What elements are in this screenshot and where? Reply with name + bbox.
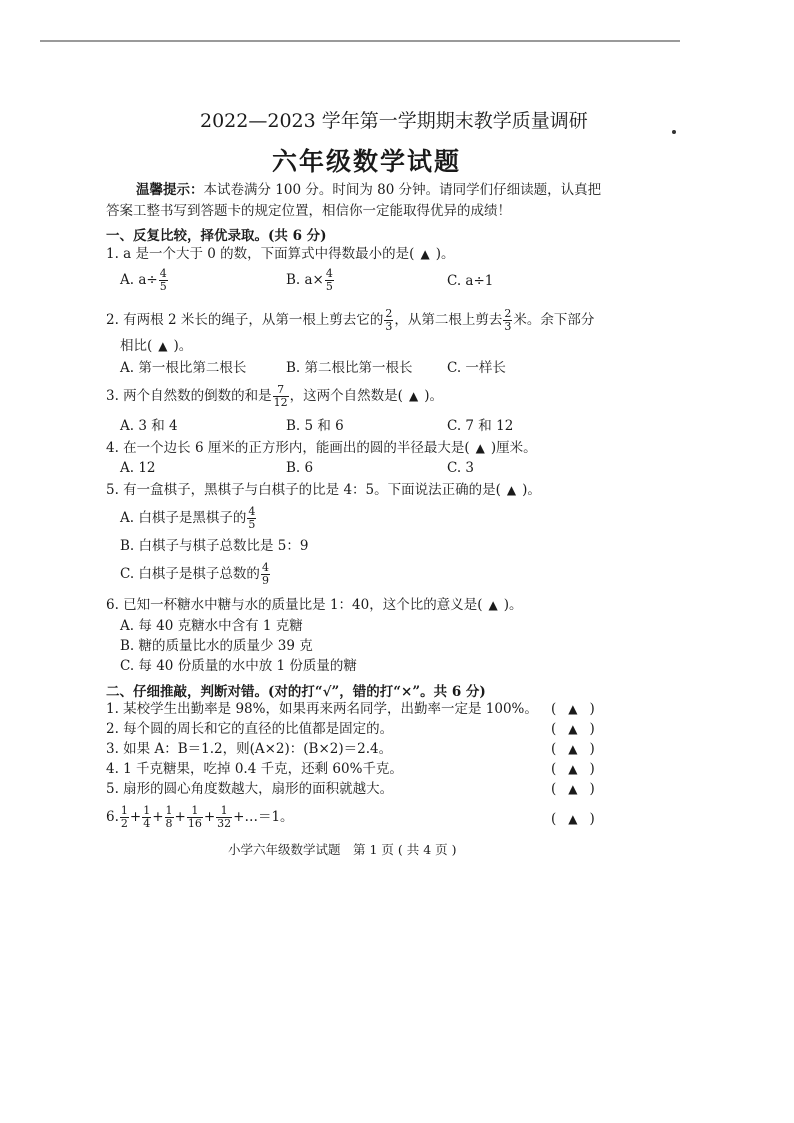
q5-option-b: B. 白棋子与棋子总数比是 5：9 [120,538,309,554]
q6-option-a: A. 每 40 克糖水中含有 1 克糖 [120,618,303,634]
exam-subtitle: 六年级数学试题 [272,147,462,176]
section1-title: 一、反复比较，择优录取。(共 6 分) [106,228,327,244]
q6-option-c: C. 每 40 份质量的水中放 1 份质量的糖 [120,658,357,674]
answer-mark: ▲ [568,782,578,796]
answer-mark: ▲ [568,742,578,756]
fraction: $\frac{4}{9}$ [261,561,269,587]
page-footer: 小学六年级数学试题 第 1 页 ( 共 4 页 ) [228,842,457,857]
q6-stem: 6. 已知一杯糖水中糖与水的质量比是 1：40，这个比的意义是( ▲ )。 [106,597,523,613]
answer-mark: ▲ [158,339,168,353]
q1-stem: 1. a 是一个大于 0 的数，下面算式中得数最小的是( ▲ )。 [106,246,455,262]
q3-stem: 3. 两个自然数的倒数的和是 $\frac{7}{12}$ ，这两个自然数是( ▲ )。 [106,383,443,409]
fraction: $\frac{4}{5}$ [159,267,167,293]
notice-label: 温馨提示： [136,182,204,198]
answer-mark: ▲ [568,762,578,776]
judge-item-6: 6. $\frac{1}{2}$ + $\frac{1}{4}$ + $\frac{1}{8}$ + $\frac{1}{16}$ + $\frac{1}{32}$ +…＝1。 [106,804,294,830]
q5-stem: 5. 有一盒棋子，黑棋子与白棋子的比是 4：5。下面说法正确的是( ▲ )。 [106,482,541,498]
judge-item-2: 2. 每个圆的周长和它的直径的比值都是固定的。 [106,721,394,737]
q3-option-a: A. 3 和 4 [120,418,178,434]
judge-answer-5: ( ▲ ) [551,781,595,797]
judge-answer-2: ( ▲ ) [551,721,595,737]
q4-stem: 4. 在一个边长 6 厘米的正方形内，能画出的圆的半径最大是( ▲ )厘米。 [106,440,537,456]
judge-item-1: 1. 某校学生出勤率是 98%，如果再来两名同学，出勤率一定是 100%。 [106,701,538,717]
judge-answer-3: ( ▲ ) [551,741,595,757]
answer-mark: ▲ [506,483,517,497]
fraction: $\frac{2}{3}$ [504,307,512,333]
fraction: $\frac{1}{4}$ [143,804,151,830]
q5-option-c: C. 白棋子是棋子总数的 $\frac{4}{9}$ [120,561,269,587]
judge-item-5: 5. 扇形的圆心角度数越大，扇形的面积就越大。 [106,781,394,797]
q2-option-b: B. 第二根比第一根长 [286,360,413,376]
answer-mark: ▲ [568,702,578,716]
q2-option-a: A. 第一根比第二根长 [120,360,247,376]
q2-stem-line2: 相比( ▲ )。 [120,338,193,354]
fraction: $\frac{2}{3}$ [385,307,393,333]
answer-mark: ▲ [568,812,578,826]
judge-answer-1: ( ▲ ) [551,701,595,717]
fraction: $\frac{1}{8}$ [165,804,173,830]
q3-option-b: B. 5 和 6 [286,418,344,434]
answer-mark: ▲ [420,247,430,261]
top-scan-rule [40,40,680,42]
notice-line-1 [136,182,601,198]
notice-line-2: 答案工整书写到答题卡的规定位置，相信你一定能取得优异的成绩！ [106,203,511,219]
q1-option-b: B. a× $\frac{4}{5}$ [286,267,333,293]
fraction: $\frac{1}{32}$ [217,804,232,830]
q5-option-a: A. 白棋子是黑棋子的 $\frac{4}{5}$ [120,505,256,531]
fraction: $\frac{4}{5}$ [325,267,333,293]
judge-answer-4: ( ▲ ) [551,761,595,777]
q3-option-c: C. 7 和 12 [447,418,514,434]
q2-stem: 2. 有两根 2 米长的绳子，从第一根上剪去它的 $\frac{2}{3}$ ，从第二根上剪去 $\frac{2}{3}$ 米。余下部分 [106,307,595,333]
q1-option-c: C. a÷1 [447,273,494,289]
exam-title: 2022—2023 学年第一学期期末教学质量调研 [200,110,588,132]
answer-mark: ▲ [475,441,485,455]
judge-answer-6: ( ▲ ) [551,811,595,827]
q2-option-c: C. 一样长 [447,360,506,376]
q4-option-c: C. 3 [447,460,475,476]
notice-text-1: 本试卷满分 100 分。时间为 80 分钟。请同学们仔细读题，认真把 [203,182,602,198]
answer-mark: ▲ [568,722,578,736]
fraction: $\frac{1}{16}$ [187,804,202,830]
answer-mark: ▲ [488,598,498,612]
fraction: $\frac{7}{12}$ [273,383,288,409]
q4-option-b: B. 6 [286,460,314,476]
q6-option-b: B. 糖的质量比水的质量少 39 克 [120,638,313,654]
judge-item-4: 4. 1 千克糖果，吃掉 0.4 千克，还剩 60%千克。 [106,761,403,777]
section2-title: 二、仔细推敲，判断对错。(对的打“√”，错的打“×”。共 6 分) [106,684,486,700]
judge-item-3: 3. 如果 A：B＝1.2，则(A×2)：(B×2)＝2.4。 [106,741,393,757]
q1-option-a: A. a÷ $\frac{4}{5}$ [120,267,167,293]
scan-speck [672,130,676,134]
fraction: $\frac{4}{5}$ [248,505,256,531]
q4-option-a: A. 12 [120,460,156,476]
answer-mark: ▲ [408,389,419,403]
fraction: $\frac{1}{2}$ [120,804,128,830]
